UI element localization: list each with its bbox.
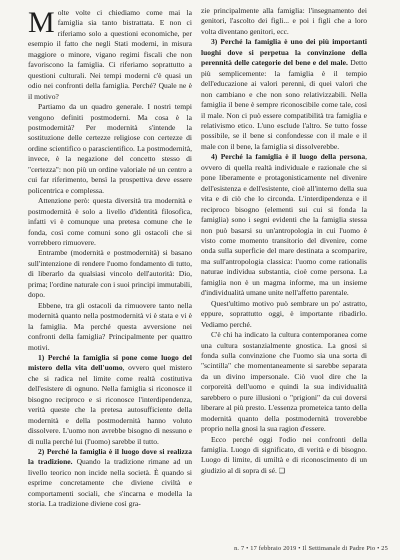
point-1-paragraph: 1) Perché la famiglia si pone come luogo del mistero della vita dell'uomo, ovvero quel mistero che si radica nel limite come realtà costitutiva dell'esistere di ognuno. Nella famiglia si riconosce il bisogno reciproco e si riconosce l'interdipendenza, verità queste che la pretesa autosufficiente della modernità e della postmodernità hanno voluto dissolvere. L'uomo non avrebbe bisogno di nessuno e di nulla perché lui (l'uomo) sarebbe il tutto. bbox=[28, 352, 193, 446]
paragraph: Partiamo da un quadro generale. I nostri tempi vengono definiti postmoderni. Ma cosa è la postmodernità? Per modernità s'intende la sostituzione delle certezze religiose con certezze di ordine scientifico o parascientifico. La postmodernità, invece, è la negazione del concetto stesso di "certezza": non più un ordine valoriale né un centro a cui far riferimento, bensì la prospettiva deve essere policentrica e complessa. bbox=[28, 102, 192, 195]
point-3-heading: 3) Perché la famiglia è uno dei più importanti luoghi dove si perpetua la convinzione della perennità delle categorie del bene e del male. bbox=[201, 37, 367, 68]
left-column bbox=[28, 8, 192, 510]
point-4-paragraph: 4) Perché la famiglia è il luogo della persona, ovvero di quella realtà individuale e razionale che si pone liberamente e protagonisticamente nel divenire dell'esistenza e dell'esistente, cioè all'interno della sua vita e di ciò che lo circonda. L'interdipendenza e il reciproco bisogno (elementi sui cui si fonda la famiglia) sono i segni evidenti che la famiglia stessa non può basarsi su un'antropologia in cui l'uomo è visto come momento transitorio del divenire, come onda sulla superficie del mare destinata a scomparire, ma sull'antropologia classica: l'uomo come rationalis naturae individua substantia, cioè come persona. La famiglia non è un magma informe, ma un insieme d'individualità umane unite nell'affetto parentale. bbox=[201, 152, 367, 298]
intro-paragraph: Molte volte ci chiediamo come mai la famiglia sia tanto bistrattata. E non ci riferiamo solo a questioni economiche, per esempio il fatto che negli Stati moderni, in misura maggiore o minore, vigano regimi fiscali che non favoriscono la famiglia. Ci riferiamo soprattutto a questioni culturali. Nei tempi moderni c'è quasi un odio nei confronti della famiglia. Perché? Quale ne è il motivo? bbox=[28, 6, 192, 101]
paragraph: zie principalmente alla famiglia: l'insegnamento dei genitori, l'ascolto dei figli... e poi i figli che a loro volta diventano genitori, ecc. bbox=[201, 6, 367, 36]
closing-paragraph: Ecco perché oggi l'odio nei confronti della famiglia. Luogo di significato, di verità e di bisogno. Luogo di limite, di umiltà e di riconoscimento di un giudizio al di sopra di sé. ❑ bbox=[201, 434, 367, 475]
point-4-heading: 4) Perché la famiglia è il luogo della persona bbox=[211, 152, 366, 162]
page-footer: n. 7 • 17 febbraio 2019 • Il Settimanale di Padre Pio • 25 bbox=[234, 545, 388, 552]
end-of-article-icon: ❑ bbox=[278, 466, 286, 475]
point-3-paragraph: 3) Perché la famiglia è uno dei più importanti luoghi dove si perpetua la convinzione della perennità delle categorie del bene e del male. Detto più semplicemente: la famiglia è il tempio dell'educazione ai valori perenni, di quei valori che non cambiano e che non sono relativizzabili. Nella famiglia il bene è sempre riconoscibile come tale, così il male. Non ci può essere compatibilità tra famiglia e relativismo etico. L'uno esclude l'altro. Se tutto fosse possibile, se il bene si confondesse con il male e il male con il bene, la famiglia si dissolverebbe. bbox=[201, 37, 368, 151]
paragraph: Attenzione però: questa diversità tra modernità e postmodernità è solo a livello d'identità filosofica, infatti vi è comunque una pretesa comune che le fonda, così come comuni sono gli ostacoli che si vorrebbero rimuovere. bbox=[28, 196, 192, 247]
paragraph: C'è chi ha indicato la cultura contemporanea come una cultura sostanzialmente gnostica. La gnosi si fonda sulla convinzione che l'uomo sia una sorta di "scintilla" che momentaneamente si sarebbe separata da un divino impersonale. Ciò vuol dire che la corporeità dell'uomo e quindi la sua individualità sarebbero o pure illusioni o "prigioni" da cui doversi liberare al più presto. L'essenza prometeica tanto della modernità quanto della postmodernità troverebbe proprio nella gnosi la sua ragion d'essere. bbox=[201, 330, 367, 434]
point-2-heading: 2) Perché la famiglia è il luogo dove si realizza la tradizione. bbox=[28, 447, 192, 467]
right-column bbox=[201, 6, 367, 476]
paragraph: Entrambe (modernità e postmodernità) si basano sull'intenzione di rendere l'uomo fondamento di tutto, di liberarlo da qualsiasi vincolo dell'autorità: Dio, prima; l'ordine naturale con i suoi principi immutabili, dopo. bbox=[28, 248, 193, 300]
point-1-heading: 1) Perché la famiglia si pone come luogo del mistero della vita dell'uomo bbox=[28, 352, 192, 373]
paragraph: Quest'ultimo motivo può sembrare un po' astratto, eppure, soprattutto oggi, è importante ribadirlo. Vediamo perché. bbox=[201, 298, 367, 329]
paragraph: Ebbene, tra gli ostacoli da rimuovere tanto nella modernità quanto nella postmodernità vi è stata e vi è la famiglia. Ma perché questa avversione nei confronti della famiglia? Principalmente per quattro motivi. bbox=[28, 300, 192, 352]
drop-cap: M bbox=[28, 6, 55, 39]
point-2-paragraph: 2) Perché la famiglia è il luogo dove si realizza la tradizione. Quando la tradizione rimane ad un livello teorico non incide nella società. È quando si esprime concretamente che diviene civiltà e comportamenti sociali, che s'incarna e modella la storia. La tradizione diviene così gra- bbox=[28, 447, 192, 509]
